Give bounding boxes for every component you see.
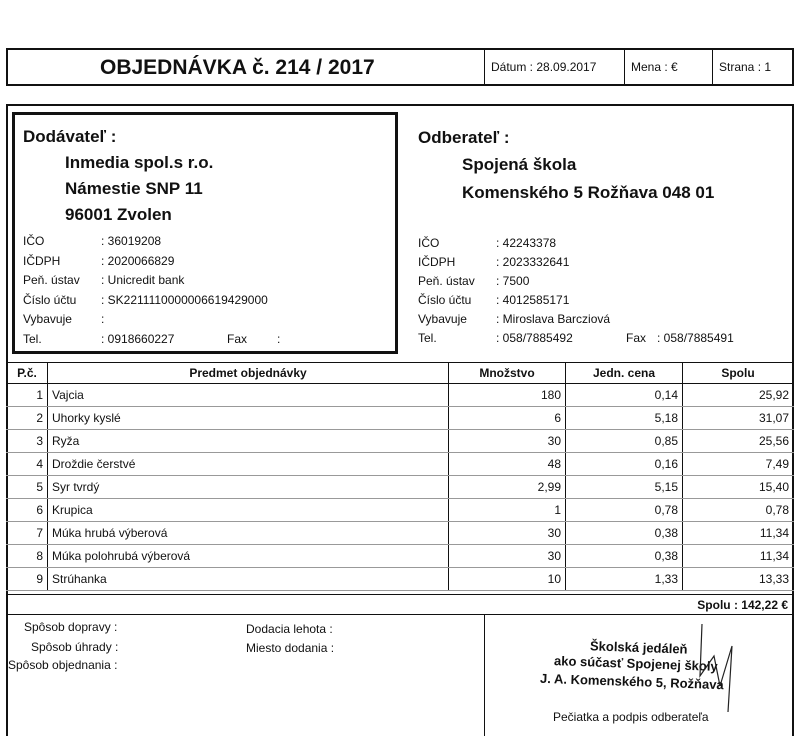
table-row (7, 430, 794, 453)
row-item: Ryža (48, 430, 449, 453)
row-quantity: 180 (449, 384, 566, 407)
total-divider (6, 594, 794, 595)
row-item: Droždie čerstvé (48, 453, 449, 476)
supplier-field-label: Vybavuje (23, 312, 72, 326)
supplier-field-label: IČDPH (23, 253, 61, 268)
row-item: Vajcia (48, 384, 449, 407)
page-field (712, 50, 792, 84)
row-item: Múka polohrubá výberová (48, 545, 449, 568)
row-number: 8 (7, 545, 48, 568)
col-header-item: Predmet objednávky (48, 363, 449, 384)
table-row (7, 476, 794, 499)
row-total: 25,92 (683, 384, 794, 407)
row-unit-price: 0,38 (566, 522, 683, 545)
row-total: 31,07 (683, 407, 794, 430)
supplier-field-value: : 2020066829 (101, 253, 175, 268)
supplier-field-value: : SK2211110000006619429000 (101, 292, 268, 307)
row-unit-price: 0,85 (566, 430, 683, 453)
row-total: 13,33 (683, 568, 794, 591)
currency-label: Mena : € (631, 60, 678, 74)
supplier-field-value: : Unicredit bank (101, 273, 185, 287)
customer-street: Komenského 5 Rožňava 048 01 (462, 183, 715, 202)
customer-field-label: IČO (418, 236, 440, 250)
row-quantity: 6 (449, 407, 566, 430)
row-number: 1 (7, 384, 48, 407)
table-row (7, 522, 794, 545)
customer-field-value: : Miroslava Barcziová (496, 312, 611, 326)
supplier-heading: Dodávateľ : (23, 127, 117, 146)
row-number: 6 (7, 499, 48, 522)
document-title: OBJEDNÁVKA č. 214 / 2017 (100, 56, 375, 79)
row-item: Múka hrubá výberová (48, 522, 449, 545)
row-quantity: 48 (449, 453, 566, 476)
customer-field-label: Vybavuje (418, 312, 467, 326)
col-header-unit-price: Jedn. cena (566, 363, 683, 384)
row-number: 9 (7, 568, 48, 591)
table-row (7, 545, 794, 568)
currency-field (624, 50, 712, 84)
stamp-line-1: Školská jedáleň (589, 638, 688, 657)
customer-field-value: : 42243378 (496, 236, 557, 250)
row-item: Syr tvrdý (48, 476, 449, 499)
payment-label: Spôsob úhrady : (31, 640, 119, 654)
supplier-fax-label: Fax (227, 331, 248, 346)
row-quantity: 2,99 (449, 476, 566, 499)
stamp-line-2: ako súčasť Spojenej školy (553, 653, 718, 674)
row-total: 11,34 (683, 522, 794, 545)
customer-field-label: IČDPH (418, 255, 456, 269)
customer-fax-label: Fax (626, 331, 647, 345)
table-row (7, 568, 794, 591)
row-total: 25,56 (683, 430, 794, 453)
supplier-field-value: : 0918660227 (101, 331, 175, 346)
row-item: Krupica (48, 499, 449, 522)
col-header-number: P.č. (7, 363, 48, 384)
date-field (484, 50, 624, 84)
signature-label: Pečiatka a podpis odberateľa (553, 710, 709, 724)
row-unit-price: 5,18 (566, 407, 683, 430)
row-number: 5 (7, 476, 48, 499)
row-quantity: 30 (449, 522, 566, 545)
transport-label: Spôsob dopravy : (24, 620, 118, 634)
supplier-field-label: Peň. ústav (23, 273, 80, 287)
supplier-field-label: Číslo účtu (23, 292, 77, 307)
row-unit-price: 0,14 (566, 384, 683, 407)
row-unit-price: 0,16 (566, 453, 683, 476)
customer-heading: Odberateľ : (418, 128, 510, 147)
row-total: 7,49 (683, 453, 794, 476)
delivery-term-label: Dodacia lehota : (246, 622, 333, 636)
supplier-city: 96001 Zvolen (65, 205, 172, 224)
customer-field-value: : 2023332641 (496, 255, 570, 269)
row-unit-price: 5,15 (566, 476, 683, 499)
row-quantity: 10 (449, 568, 566, 591)
row-number: 2 (7, 407, 48, 430)
stamp-line-3: J. A. Komenského 5, Rožňava (539, 670, 724, 693)
customer-field-value: : 7500 (496, 274, 530, 288)
customer-field-value: : 4012585171 (496, 293, 570, 307)
date-label: Dátum : 28.09.2017 (491, 60, 597, 74)
supplier-field-label: Tel. (23, 331, 42, 346)
row-quantity: 30 (449, 430, 566, 453)
table-row (7, 453, 794, 476)
customer-field-value: : 058/7885492 (496, 331, 573, 345)
row-item: Strúhanka (48, 568, 449, 591)
customer-fax-value: : 058/7885491 (657, 331, 734, 345)
supplier-field-value: : (101, 312, 105, 326)
supplier-fax-value: : (277, 331, 281, 346)
row-unit-price: 1,33 (566, 568, 683, 591)
row-total: 11,34 (683, 545, 794, 568)
col-header-total: Spolu (683, 363, 794, 384)
supplier-field-label: IČO (23, 234, 45, 248)
items-table (6, 362, 794, 591)
table-row (7, 384, 794, 407)
row-quantity: 30 (449, 545, 566, 568)
customer-field-label: Číslo účtu (418, 293, 472, 307)
row-total: 0,78 (683, 499, 794, 522)
row-number: 7 (7, 522, 48, 545)
supplier-box (12, 112, 398, 354)
row-quantity: 1 (449, 499, 566, 522)
supplier-field-value: : 36019208 (101, 234, 162, 248)
row-unit-price: 0,78 (566, 499, 683, 522)
row-item: Uhorky kyslé (48, 407, 449, 430)
row-unit-price: 0,38 (566, 545, 683, 568)
customer-box (404, 112, 794, 354)
row-total: 15,40 (683, 476, 794, 499)
supplier-street: Námestie SNP 11 (65, 179, 203, 198)
customer-field-label: Peň. ústav (418, 274, 475, 288)
ordering-label: Spôsob objednania : (8, 658, 118, 672)
col-header-quantity: Množstvo (449, 363, 566, 384)
page-label: Strana : 1 (719, 60, 772, 74)
customer-field-label: Tel. (418, 331, 437, 345)
table-row (7, 407, 794, 430)
delivery-place-label: Miesto dodania : (246, 641, 335, 655)
row-number: 4 (7, 453, 48, 476)
customer-name: Spojená škola (462, 155, 577, 174)
grand-total: Spolu : 142,22 € (697, 598, 788, 612)
header-bar (6, 48, 794, 86)
row-number: 3 (7, 430, 48, 453)
table-row (7, 499, 794, 522)
supplier-name: Inmedia spol.s r.o. (65, 153, 214, 172)
table-header-row (7, 363, 794, 384)
